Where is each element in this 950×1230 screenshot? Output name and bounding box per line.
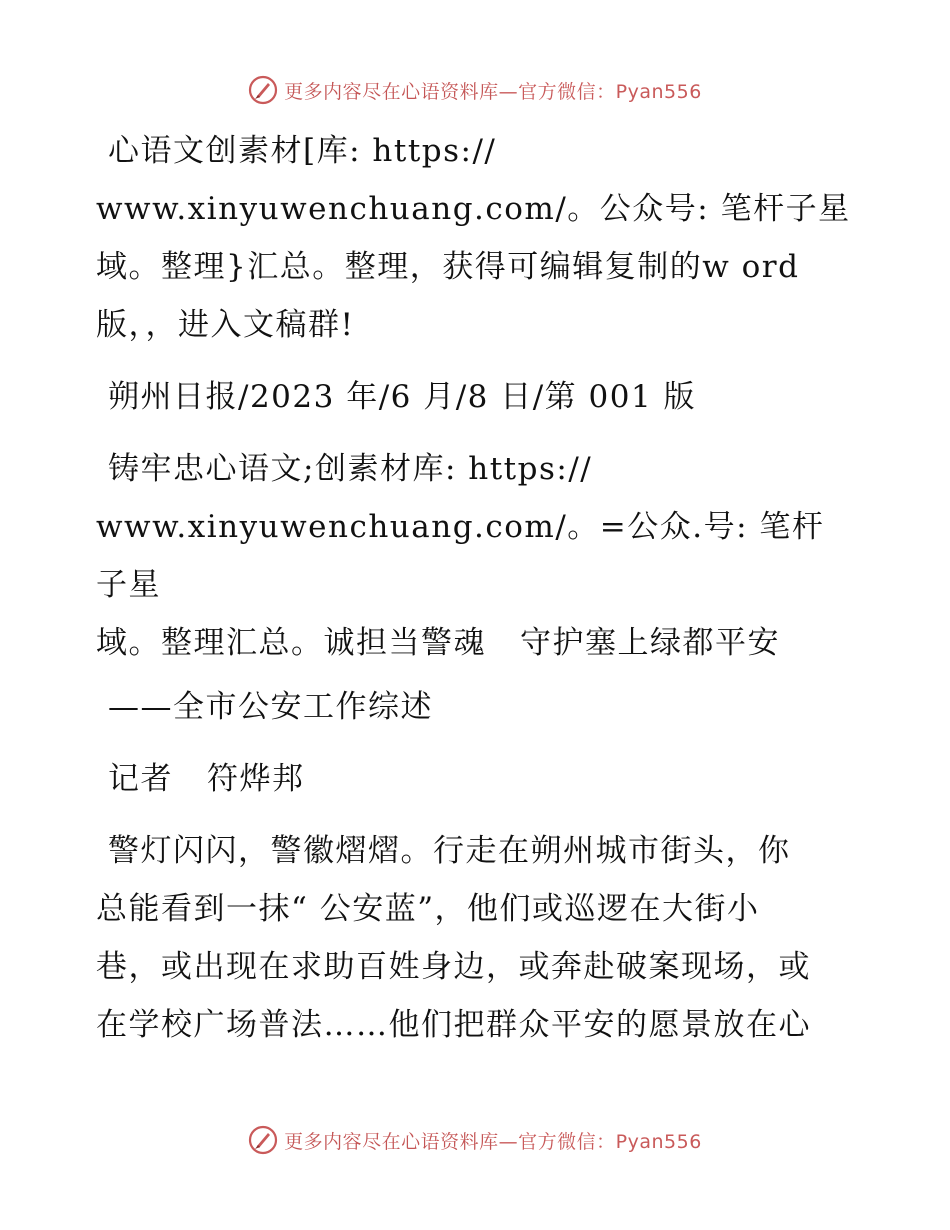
watermark-text xyxy=(284,1127,702,1154)
watermark-sub: —官方微信：Pyan556 xyxy=(498,1130,702,1153)
body-paragraph: 警灯闪闪，警徽熠熠。行走在朔州城市街头，你 总能看到一抹“ 公安蓝”，他们或巡逻在大街小 巷，或出现在求助百姓身边，或奔赴破案现场，或 在学校广场普法……他们把群众平安的愿景放在心 xyxy=(96,833,811,1043)
title-paragraph: 铸牢忠心语文;创素材库: https:// www.xinyuwenchuang.com/。=公众.号: 笔杆子星 域。整理汇总。诚担当警魂 守护塞上绿都平安 xyxy=(96,451,825,661)
quill-logo-icon xyxy=(248,75,278,105)
footer-watermark xyxy=(0,1120,950,1160)
intro-paragraph: 心语文创素材[库: https:// www.xinyuwenchuang.com/。公众号: 笔杆子星 域。整理}汇总。整理，获得可编辑复制的w ord 版，，进入文稿群! xyxy=(96,133,851,343)
quill-logo-icon xyxy=(248,1125,278,1155)
subtitle: ——全市公安工作综述 xyxy=(108,689,433,725)
header-watermark xyxy=(0,70,950,110)
document-body xyxy=(96,122,856,1068)
byline: 记者 符烨邦 xyxy=(108,761,305,797)
publication-info: 朔州日报/2023 年/6 月/8 日/第 001 版 xyxy=(108,379,697,415)
watermark-main: 更多内容尽在心语资料库 xyxy=(284,80,499,103)
watermark-sub: —官方微信：Pyan556 xyxy=(498,80,702,103)
watermark-text xyxy=(284,77,702,104)
watermark-main: 更多内容尽在心语资料库 xyxy=(284,1130,499,1153)
